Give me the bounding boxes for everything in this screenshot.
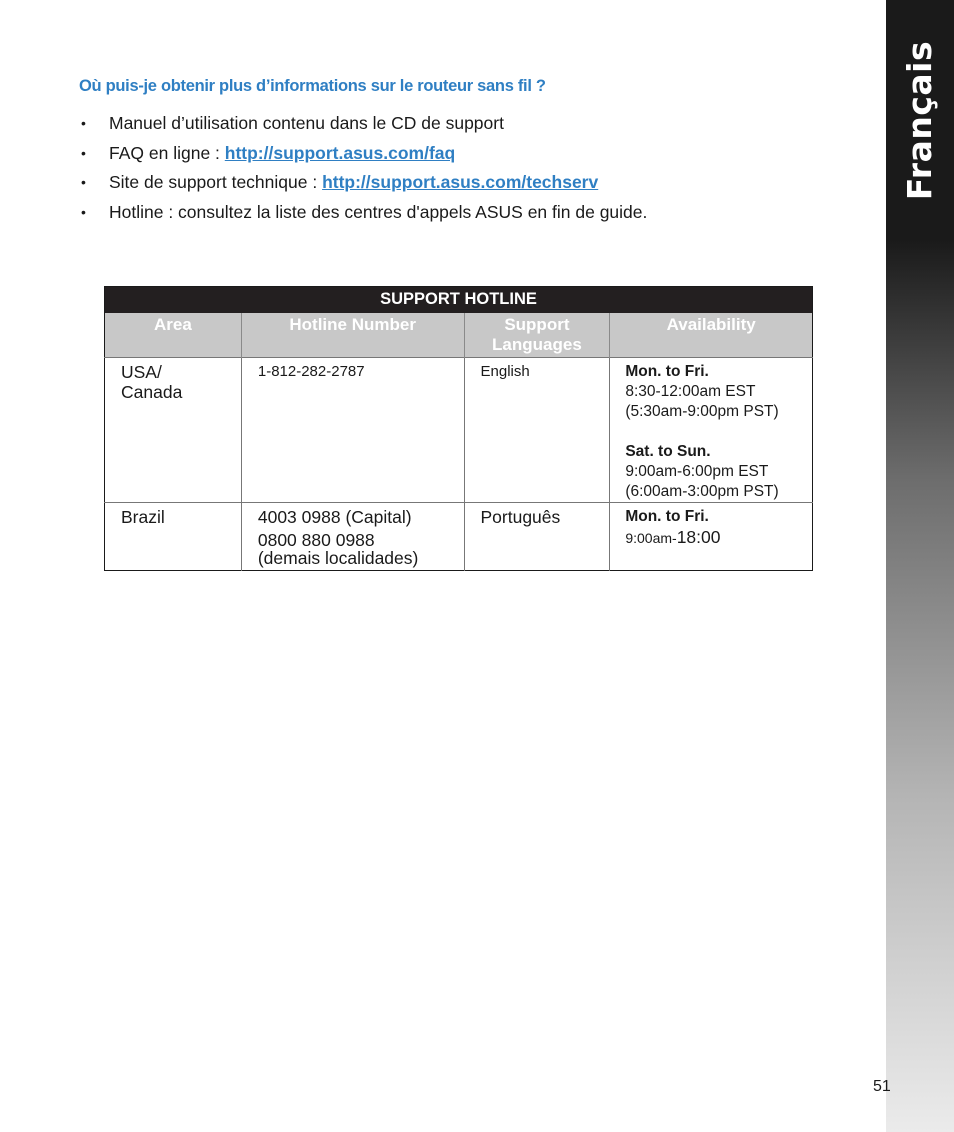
hotline-number: 4003 0988 (Capital): [257, 507, 412, 527]
cell-hotline: [241, 358, 464, 503]
cell-hotline: [241, 503, 464, 571]
header-hotline-number: Hotline Number: [241, 313, 464, 358]
hotline-note: (demais localidades): [257, 548, 419, 568]
faq-link[interactable]: http://support.asus.com/faq: [224, 142, 456, 163]
side-language-label: [886, 0, 954, 240]
cell-area: [105, 503, 242, 571]
cell-availability: [610, 358, 813, 503]
language-text: Português: [480, 507, 561, 527]
weekday-hours: [625, 527, 812, 549]
table-title: SUPPORT HOTLINE: [105, 287, 813, 313]
list-item: [79, 141, 879, 171]
header-area: Area: [105, 313, 242, 358]
info-bullet-list: [79, 111, 879, 229]
language-text: English: [480, 363, 530, 380]
weekday-label: Mon. to Fri.: [625, 363, 709, 380]
weekend-hours-alt: (6:00am-3:00pm PST): [625, 483, 779, 500]
cell-availability: [610, 503, 813, 571]
weekend-label: Sat. to Sun.: [625, 443, 711, 460]
hours-start: 9:00am-: [625, 530, 677, 546]
list-item: [79, 111, 879, 141]
table-row: [105, 503, 813, 571]
weekday-hours: 8:30-12:00am EST: [625, 383, 756, 400]
techserv-link[interactable]: http://support.asus.com/techserv: [322, 172, 599, 192]
hotline-number: 1-812-282-2787: [257, 363, 365, 380]
header-availability: Availability: [610, 313, 813, 358]
hours-end: 18:00: [676, 527, 721, 547]
cell-area: [105, 358, 242, 503]
cell-language: [464, 358, 610, 503]
bullet-text: FAQ en ligne :: [109, 142, 225, 163]
weekday-hours-alt: (5:30am-9:00pm PST): [625, 403, 779, 420]
support-hotline-table: [104, 286, 813, 571]
side-label-text: Français: [900, 40, 940, 200]
header-support-languages: Support Languages: [464, 313, 610, 358]
page-number: 51: [873, 1078, 891, 1095]
cell-language: [464, 503, 610, 571]
area-text: Brazil: [121, 507, 165, 527]
bullet-text: Hotline : consultez la liste des centres d'appels ASUS en fin de guide.: [109, 201, 648, 222]
area-text: USA/ Canada: [121, 362, 183, 402]
weekend-hours: 9:00am-6:00pm EST: [625, 463, 769, 480]
section-heading: Où puis-je obtenir plus d’informations sur le routeur sans fil ?: [79, 77, 546, 95]
bullet-text: Manuel d’utilisation contenu dans le CD de support: [109, 113, 504, 133]
table-row: [105, 358, 813, 503]
list-item: [79, 170, 879, 200]
bullet-text: Site de support technique :: [109, 172, 323, 192]
list-item: [79, 200, 879, 230]
hotline-number: 0800 880 0988: [257, 530, 375, 550]
weekday-label: Mon. to Fri.: [625, 508, 709, 525]
